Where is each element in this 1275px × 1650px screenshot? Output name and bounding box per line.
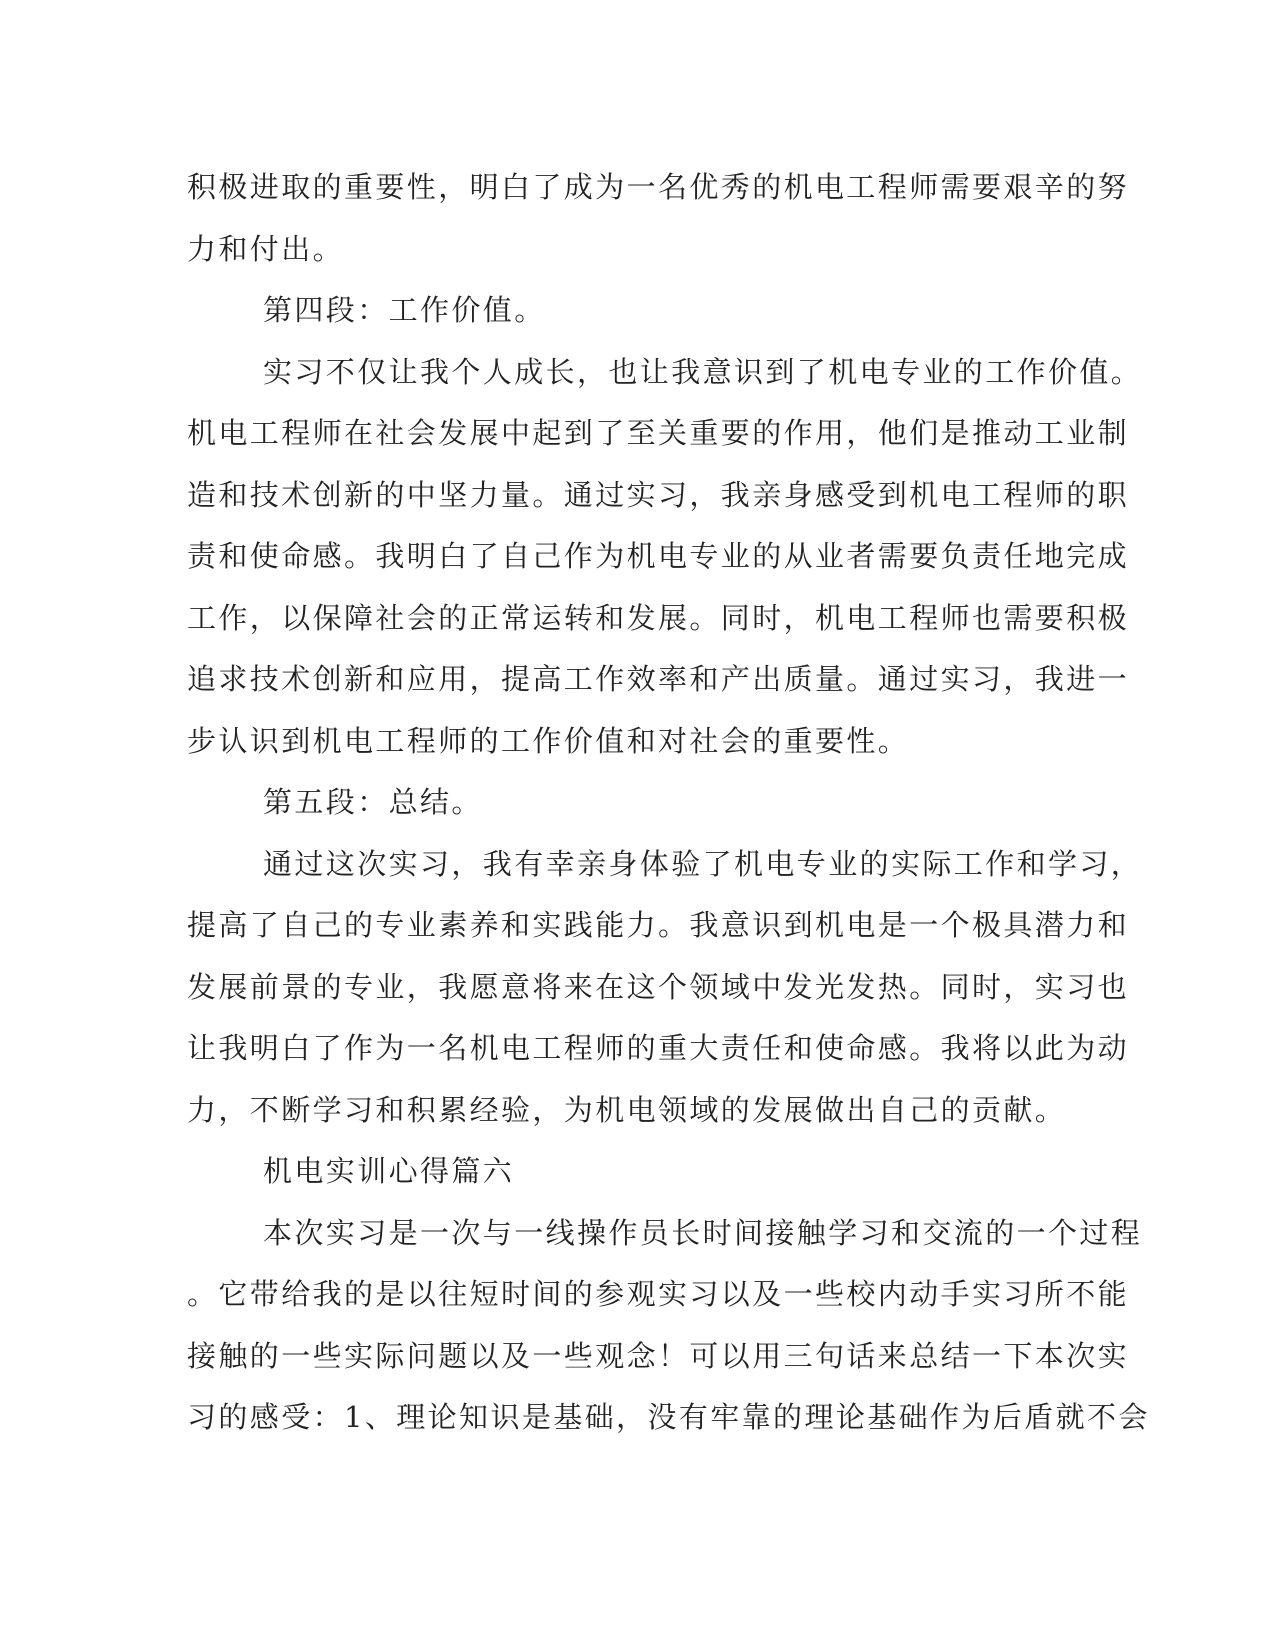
- text-line: 力，不断学习和积累经验，为机电领域的发展做出自己的贡献。: [187, 1092, 1067, 1127]
- section-heading: 第四段：工作价值。: [263, 293, 546, 327]
- text-line: 积极进取的重要性，明白了成为一名优秀的机电工程师需要艰辛的努: [187, 170, 1130, 204]
- text-line: 。它带给我的是以往短时间的参观实习以及一些校内动手实习所不能: [187, 1277, 1130, 1311]
- text-line: 责和使命感。我明白了自己作为机电专业的从业者需要负责任地完成: [187, 539, 1130, 573]
- text-line: 发展前景的专业，我愿意将来在这个领域中发光发热。同时，实习也: [187, 969, 1130, 1004]
- text-line: 提高了自己的专业素养和实践能力。我意识到机电是一个极具潜力和: [187, 908, 1130, 942]
- text-line: 本次实习是一次与一线操作员长时间接触学习和交流的一个过程: [263, 1215, 1143, 1250]
- text-line: 习的感受：1、理论知识是基础，没有牢靠的理论基础作为后盾就不会: [187, 1400, 1150, 1434]
- text-line: 让我明白了作为一名机电工程师的重大责任和使命感。我将以此为动: [187, 1031, 1130, 1065]
- text-line: 追求技术创新和应用，提高工作效率和产出质量。通过实习，我进一: [187, 662, 1130, 696]
- text-line: 机电工程师在社会发展中起到了至关重要的作用，他们是推动工业制: [187, 416, 1130, 450]
- text-line: 接触的一些实际问题以及一些观念！可以用三句话来总结一下本次实: [187, 1338, 1130, 1373]
- section-heading: 第五段：总结。: [263, 785, 483, 819]
- text-line: 通过这次实习，我有幸亲身体验了机电专业的实际工作和学习，: [263, 846, 1143, 881]
- text-line: 力和付出。: [187, 231, 345, 266]
- text-line: 造和技术创新的中坚力量。通过实习，我亲身感受到机电工程师的职: [187, 477, 1130, 512]
- text-line: 实习不仅让我个人成长，也让我意识到了机电专业的工作价值。: [263, 354, 1143, 389]
- body-text: [187, 157, 1150, 1449]
- text-line: 工作，以保障社会的正常运转和发展。同时，机电工程师也需要积极: [187, 600, 1130, 635]
- text-line: 步认识到机电工程师的工作价值和对社会的重要性。: [187, 723, 910, 758]
- section-heading: 机电实训心得篇六: [263, 1154, 515, 1188]
